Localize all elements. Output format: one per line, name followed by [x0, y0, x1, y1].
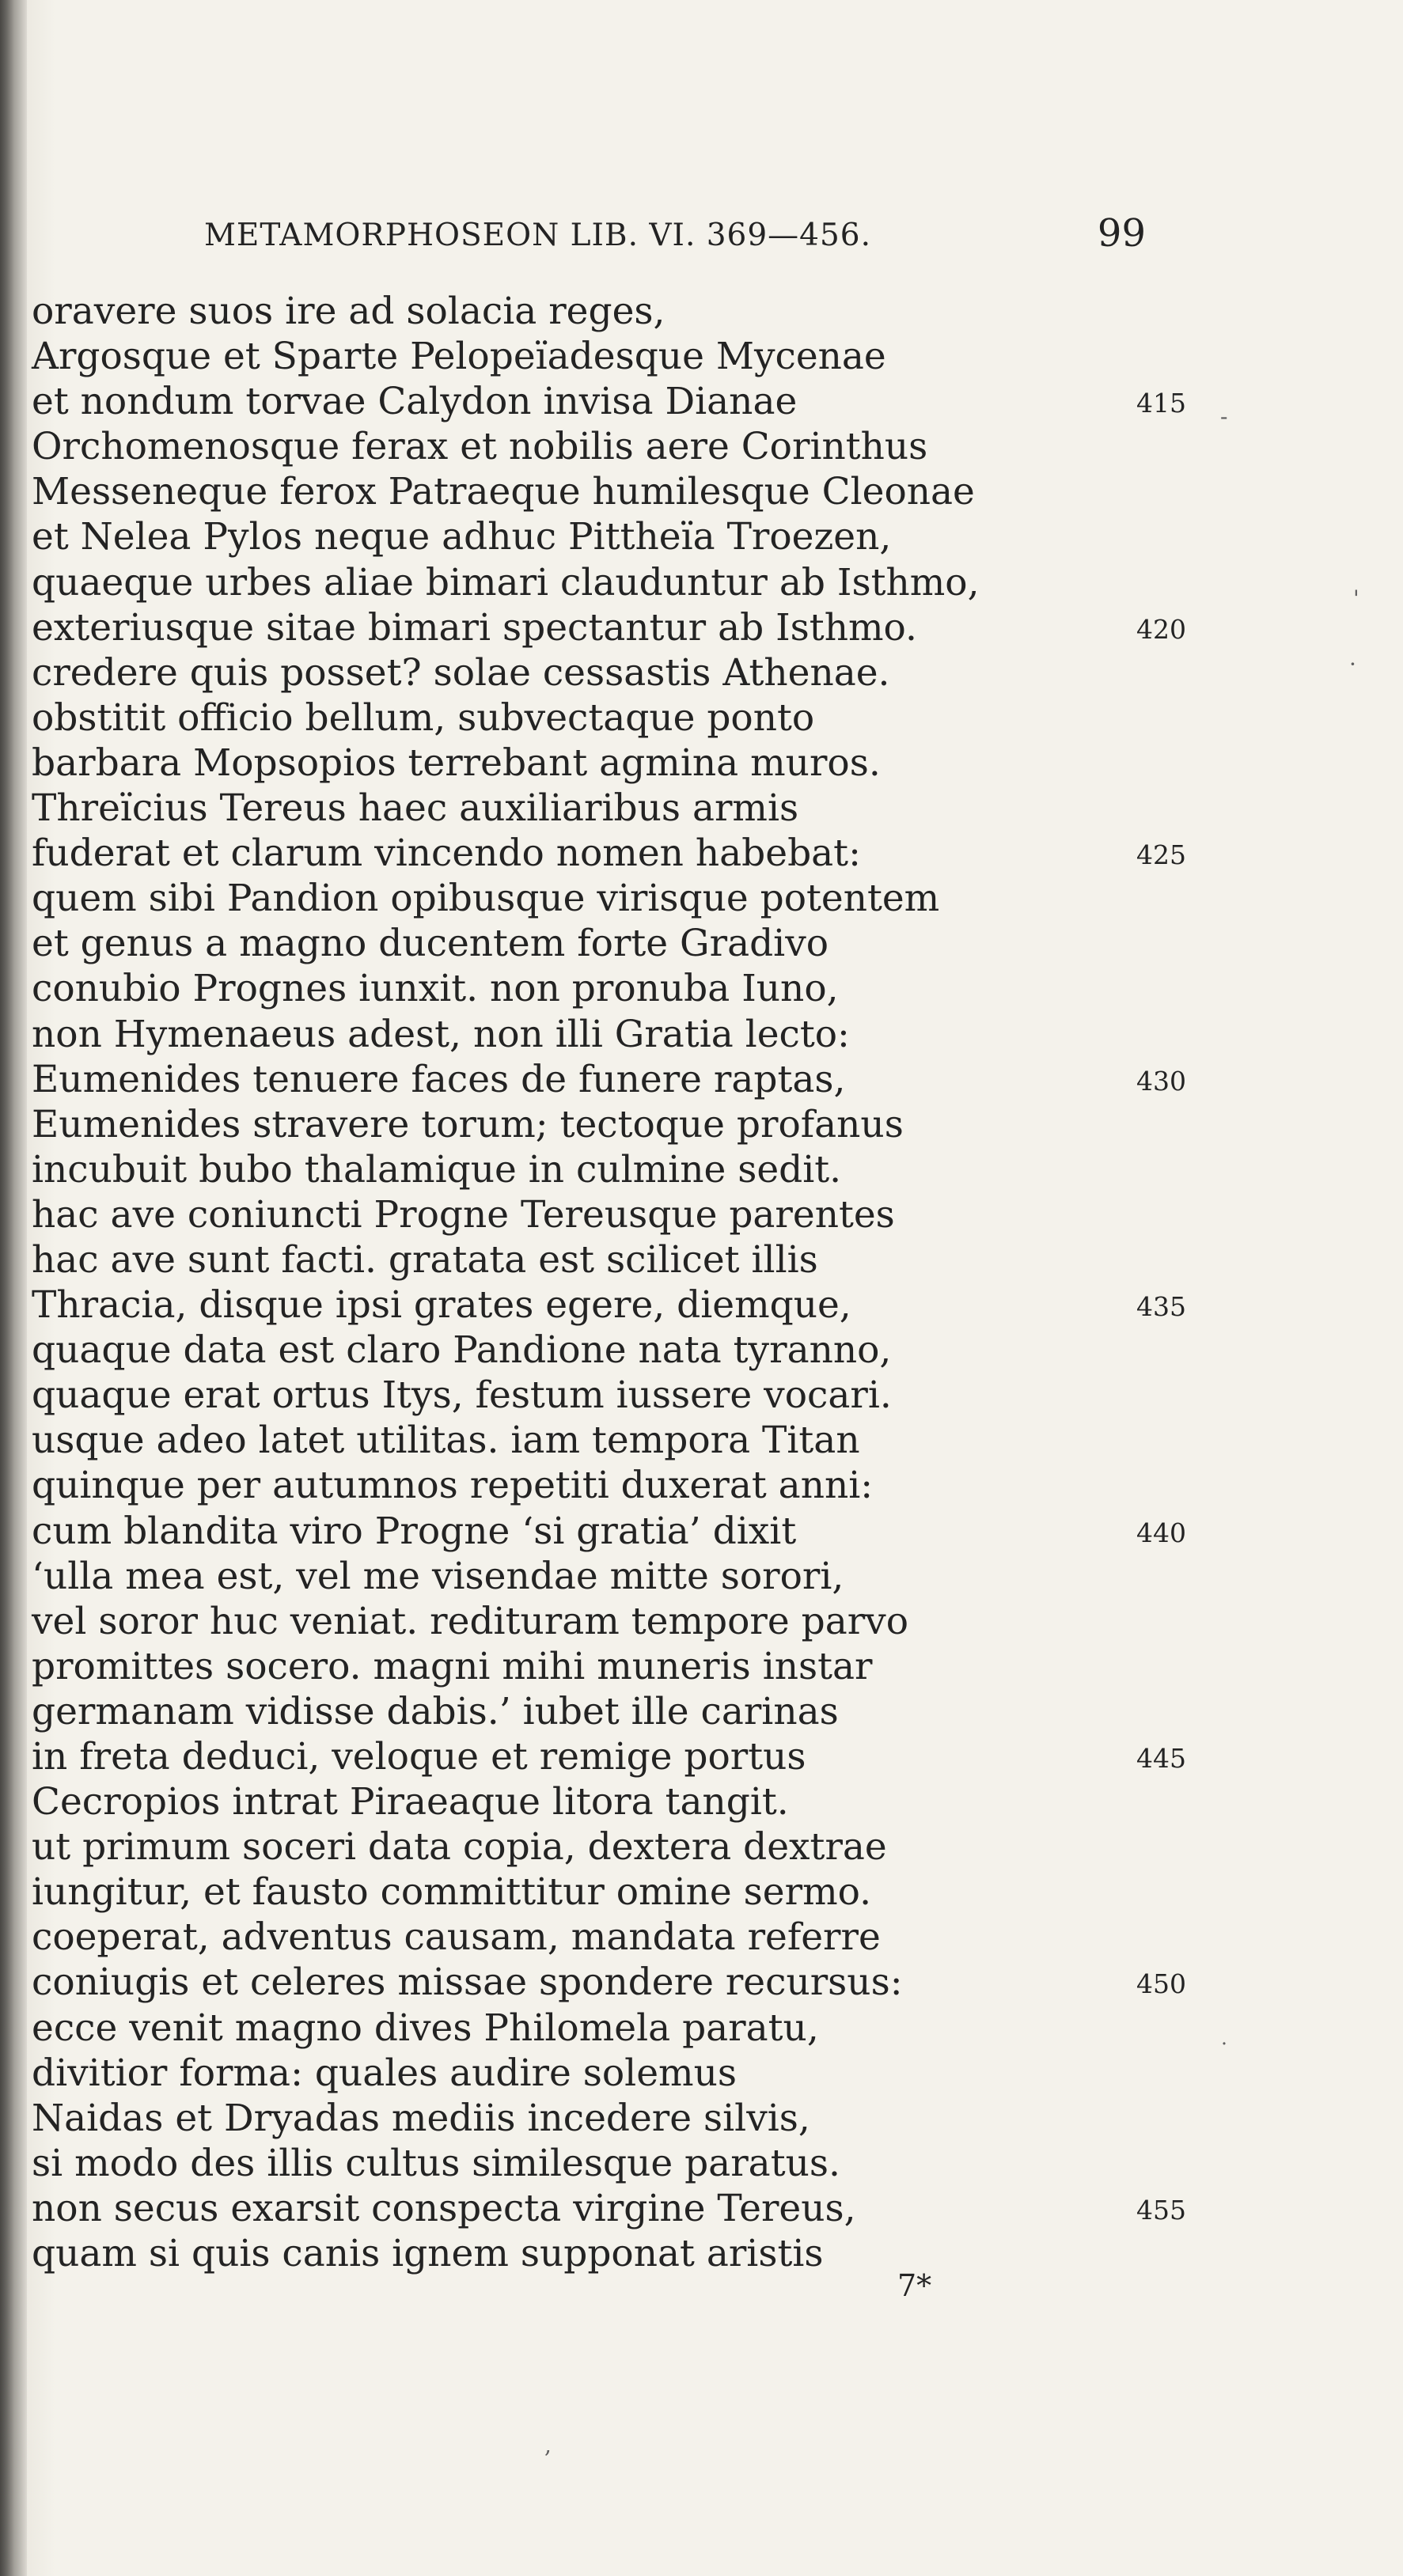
line-number: 445 [1136, 1743, 1186, 1774]
verse-line [32, 1509, 1211, 1554]
verse-line [32, 1147, 1211, 1192]
verse-text: exteriusque sitae bimari spectantur ab Isthmo. [32, 605, 917, 650]
verse-line [32, 1192, 1211, 1237]
line-number: 450 [1136, 1968, 1186, 2000]
verse-text: Eumenides stravere torum; tectoque profanus [32, 1102, 904, 1146]
verse-text: vel soror huc veniat. redituram tempore parvo [32, 1599, 909, 1643]
binding-shadow [0, 0, 27, 2576]
verse-line [32, 1644, 1211, 1689]
verse-text: quaque data est claro Pandione nata tyranno, [32, 1328, 892, 1373]
verse-text: et genus a magno ducentem forte Gradivo [32, 922, 829, 966]
line-number: 430 [1136, 1065, 1186, 1097]
verse-text: divitior forma: quales audire solemus [32, 2051, 737, 2095]
verse-text: usque adeo latet utilitas. iam tempora Titan [32, 1419, 860, 1463]
verse-line [32, 1824, 1211, 1869]
verse-text: cum blandita viro Progne ‘si gratia’ dixit [32, 1509, 797, 1553]
verse-line [32, 1328, 1211, 1373]
verse-text: quinque per autumnos repetiti duxerat anni: [32, 1464, 874, 1508]
verse-text: iungitur, et fausto committitur omine sermo. [32, 1870, 872, 1915]
verse-line [32, 605, 1211, 650]
line-number: 420 [1136, 613, 1186, 645]
verse-line [32, 1960, 1211, 2005]
verse-text: Thracia, disque ipsi grates egere, diemque, [32, 1283, 851, 1328]
line-number: 435 [1136, 1291, 1186, 1323]
verse-line [32, 424, 1211, 469]
verse-line [32, 469, 1211, 514]
verse-text: conubio Prognes iunxit. non pronuba Iuno, [32, 967, 839, 1011]
verse-text: hac ave sunt facti. gratata est scilicet illis [32, 1237, 818, 1282]
verse-line [32, 786, 1211, 831]
verse-text: Threïcius Tereus haec auxiliaribus armis [32, 786, 799, 831]
verse-line [32, 1012, 1211, 1057]
verse-line [32, 1237, 1211, 1282]
verse-text: quem sibi Pandion opibusque virisque potentem [32, 877, 940, 921]
verse-text: promittes socero. magni mihi muneris instar [32, 1644, 873, 1688]
verse-text: ecce venit magno dives Philomela paratu, [32, 2006, 819, 2050]
verse-text: non secus exarsit conspecta virgine Tereus, [32, 2186, 856, 2230]
line-number: 415 [1136, 388, 1186, 419]
verse-line [32, 876, 1211, 921]
verse-line [32, 741, 1211, 786]
verse-text: ut primum soceri data copia, dextera dextrae [32, 1825, 887, 1869]
line-number: 440 [1136, 1517, 1186, 1548]
page-number: 99 [1097, 211, 1146, 256]
verse-text: Argosque et Sparte Pelopeïadesque Mycenae [32, 335, 886, 379]
verse-text: oravere suos ire ad solacia reges, [32, 290, 665, 333]
verse-text: barbara Mopsopios terrebant agmina muros. [32, 741, 881, 785]
verse-line [32, 1463, 1211, 1508]
verse-line [32, 2141, 1211, 2186]
verse-text: fuderat et clarum vincendo nomen habebat: [32, 832, 861, 876]
verse-text: in freta deduci, veloque et remige portus [32, 1735, 806, 1779]
margin-speck: , [544, 2432, 552, 2458]
verse-text: et Nelea Pylos neque adhuc Pittheïa Troezen, [32, 515, 892, 559]
margin-speck: ' [1353, 585, 1359, 612]
verse-line [32, 560, 1211, 605]
verse-text: hac ave coniuncti Progne Tereusque parentes [32, 1192, 895, 1237]
verse-line [32, 1689, 1211, 1734]
verse-line [32, 1734, 1211, 1779]
verse-line [32, 1282, 1211, 1328]
verse-text: non Hymenaeus adest, non illi Gratia lecto: [32, 1012, 850, 1056]
verse-line [32, 2186, 1211, 2231]
verse-line [32, 2006, 1211, 2051]
verse-text: si modo des illis cultus similesque paratus. [32, 2141, 840, 2185]
verse-line [32, 2231, 1211, 2276]
verse-line [32, 514, 1211, 559]
verse-text: quam si quis canis ignem supponat aristis [32, 2232, 824, 2276]
verse-line [32, 1779, 1211, 1824]
verse-text: ‘ulla mea est, vel me visendae mitte sorori, [32, 1554, 844, 1598]
verse-text: obstitit officio bellum, subvectaque ponto [32, 695, 815, 740]
verse-text: quaque erat ortus Itys, festum iussere vocari. [32, 1373, 892, 1418]
verse-block [32, 289, 1211, 2282]
margin-speck: - [1220, 403, 1228, 430]
signature-mark: 7* [897, 2268, 932, 2303]
running-head [204, 211, 1146, 265]
verse-line [32, 334, 1211, 379]
verse-line [32, 1418, 1211, 1463]
verse-line [32, 379, 1211, 424]
verse-line [32, 695, 1211, 741]
verse-line [32, 1599, 1211, 1644]
verse-text: Orchomenosque ferax et nobilis aere Corinthus [32, 425, 928, 469]
verse-line [32, 1057, 1211, 1102]
verse-line [32, 966, 1211, 1011]
verse-text: Naidas et Dryadas mediis incedere silvis, [32, 2096, 810, 2140]
verse-line [32, 650, 1211, 695]
verse-text: coniugis et celeres missae spondere recursus: [32, 1960, 903, 2005]
verse-text: incubuit bubo thalamique in culmine sedit. [32, 1147, 842, 1191]
verse-text: credere quis posset? solae cessastis Athenae. [32, 650, 890, 695]
verse-line [32, 1102, 1211, 1147]
verse-line [32, 2096, 1211, 2141]
line-number: 455 [1136, 2194, 1186, 2226]
verse-text: quaeque urbes aliae bimari clauduntur ab Isthmo, [32, 560, 980, 604]
verse-text: Eumenides tenuere faces de funere raptas, [32, 1057, 846, 1101]
margin-speck: · [1349, 651, 1356, 677]
verse-line [32, 1869, 1211, 1915]
verse-text: germanam vidisse dabis.’ iubet ille carinas [32, 1689, 839, 1733]
verse-text: coeperat, adventus causam, mandata referre [32, 1915, 881, 1960]
running-title: METAMORPHOSEON LIB. VI. 369—456. [204, 218, 872, 253]
verse-line [32, 921, 1211, 966]
margin-speck: ˙ [1219, 2039, 1230, 2065]
verse-line [32, 1373, 1211, 1418]
verse-line [32, 831, 1211, 876]
verse-line [32, 1915, 1211, 1960]
verse-line [32, 1554, 1211, 1599]
verse-text: Cecropios intrat Piraeaque litora tangit. [32, 1780, 789, 1824]
line-number: 425 [1136, 839, 1186, 871]
verse-line [32, 289, 1211, 334]
verse-line [32, 2051, 1211, 2096]
verse-text: et nondum torvae Calydon invisa Dianae [32, 380, 798, 424]
verse-text: Messeneque ferox Patraeque humilesque Cleonae [32, 470, 975, 514]
